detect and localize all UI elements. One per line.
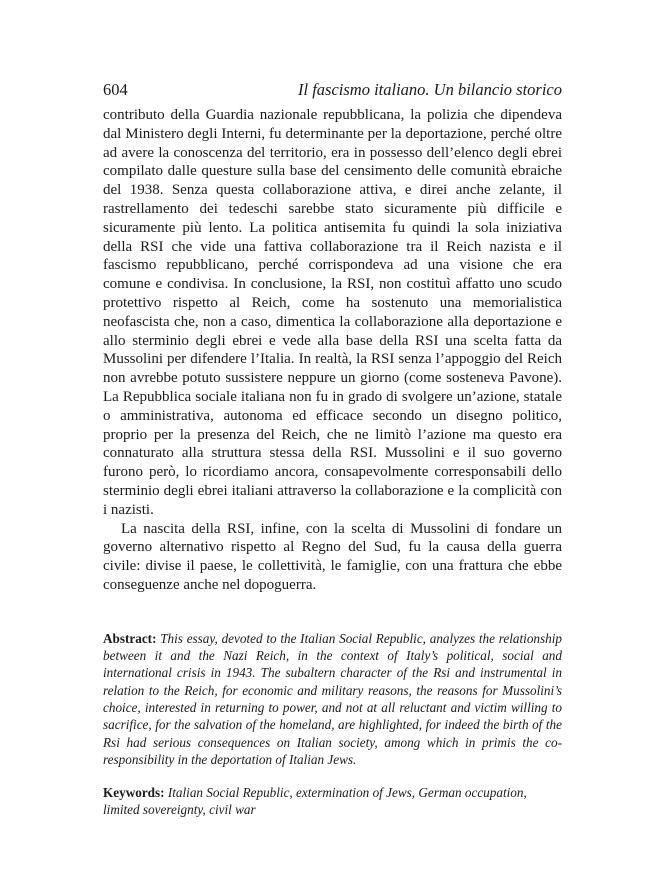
running-header <box>103 80 562 100</box>
keywords-section <box>103 784 562 819</box>
keywords-paragraph <box>103 784 562 819</box>
book-page <box>103 80 562 819</box>
body-paragraph-continued: contributo della Guardia nazionale repubblicana, la polizia che dipendeva dal Ministero degli Interni, fu determinante per la deportazione, perché oltre ad avere la conoscenza del territorio, era in possesso dell’elenco degli ebrei compilato dalle questure sulla base del censimento delle comunità ebraiche del 1938. Senza questa collaborazione attiva, e direi anche zelante, il rastrellamento dei tedeschi sarebbe stato sicuramente più difficile e sicuramente più lento. La politica antisemita fu quindi la sola iniziativa della RSI che vide una fattiva collaborazione tra il Reich nazista e il fascismo repubblicano, perché corrispondeva ad una visione che era comune e condivisa. In conclusione, la RSI, non costituì affatto uno scudo protettivo rispetto al Reich, come ha sostenuto una memorialistica neofascista che, non a caso, dimentica la collaborazione alla deportazione e allo sterminio degli ebrei e vede alla base della RSI una scelta fatta da Mussolini per difendere l’Italia. In realtà, la RSI senza l’appoggio del Reich non avrebbe potuto sussistere neppure un giorno (come sosteneva Pavone). La Repubblica sociale italiana non fu in grado di svolgere un’azione, statale o amministrativa, autonoma ed efficace secondo un disegno politico, proprio per la presenza del Reich, che ne limitò l’azione ma questo era connaturato alla struttura stessa della RSI. Mussolini e il suo governo furono però, lo ricordiamo ancora, consapevolmente corresponsabili dello sterminio degli ebrei italiani attraverso la collaborazione e la complicità con i nazisti. <box>103 107 562 518</box>
abstract-text: This essay, devoted to the Italian Social Republic, analyzes the relationship between it and the Nazi Reich, in the context of Italy’s political, social and international crisis in 1943. The subaltern character of the Rsi and instrumental in relation to the Reich, for economic and military reasons, the reasons for Mussolini’s choice, interested in returning to power, and not at all reluctant and victim willing to sacrifice, for the salvation of the homeland, are highlighted, for indeed the birth of the Rsi had serious consequences on Italian society, among which in primis the co-responsibility in the deportation of Italian Jews. <box>103 630 562 767</box>
keywords-text: Italian Social Republic, extermination of Jews, German occupation, limited sovereignty, civil war <box>103 785 527 818</box>
abstract-paragraph <box>103 630 562 768</box>
abstract-section <box>103 630 562 768</box>
body-text <box>103 106 562 595</box>
body-paragraph-conclusion: La nascita della RSI, infine, con la scelta di Mussolini di fondare un governo alternativo rispetto al Regno del Sud, fu la causa della guerra civile: divise il paese, le collettività, le famiglie, con una frattura che ebbe conseguenze anche nel dopoguerra. <box>103 520 562 593</box>
page-number: 604 <box>103 80 128 99</box>
keywords-label: Keywords: <box>103 785 165 801</box>
running-title: Il fascismo italiano. Un bilancio storico <box>298 80 562 99</box>
abstract-label: Abstract: <box>103 630 157 646</box>
